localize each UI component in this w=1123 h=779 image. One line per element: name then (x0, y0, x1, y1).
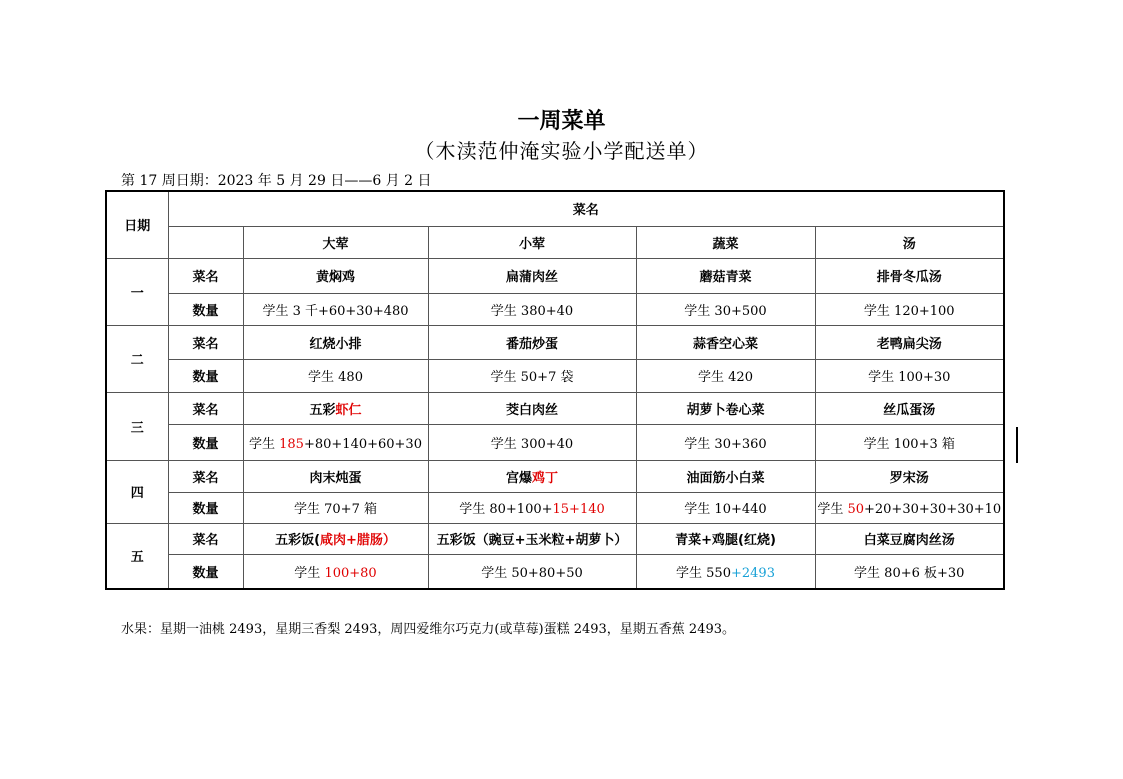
cell-text-segment: 学生 100+3 箱 (863, 436, 955, 452)
qty-cell (428, 492, 636, 523)
cell-text-segment: 蘑菇青菜 (699, 270, 752, 285)
qty-cell (815, 359, 1004, 392)
qty-cell (243, 293, 428, 325)
qty-cell (815, 424, 1004, 460)
row-label-dish: 菜名 (168, 523, 243, 554)
qty-cell (636, 492, 815, 523)
qty-cell (243, 554, 428, 589)
cell-text-segment: 学生 300+40 (490, 436, 574, 452)
cell-text-segment: 学生 80+100+ (459, 502, 553, 517)
page-subtitle: （木渎范仲淹实验小学配送单） (414, 139, 709, 163)
date-header: 日期 (106, 191, 168, 258)
cell-text-segment: 宫爆 (505, 470, 532, 486)
text-cursor (1016, 427, 1018, 463)
dish-cell (243, 325, 428, 359)
cell-text-segment: 油面筋小白菜 (686, 470, 765, 486)
cell-text-segment: 学生 30+360 (684, 436, 767, 452)
category-blank (168, 226, 243, 258)
row-label-dish: 菜名 (168, 325, 243, 359)
category-da-hun: 大荤 (243, 226, 428, 258)
cell-text-segment: 学生 120+100 (863, 303, 955, 319)
dish-cell (243, 392, 428, 424)
dish-cell (636, 258, 815, 293)
dish-cell (815, 392, 1004, 424)
day-label: 二 (106, 325, 168, 392)
cell-text-segment: 排骨冬瓜汤 (876, 270, 942, 285)
cell-text-segment: 白菜豆腐肉丝汤 (863, 533, 955, 548)
cell-text-segment: 丝瓜蛋汤 (883, 402, 936, 418)
category-vegetable: 蔬菜 (636, 226, 815, 258)
cell-text-segment: 学生 100+30 (868, 370, 951, 385)
row-label-qty: 数量 (168, 554, 243, 589)
day-label: 三 (106, 392, 168, 460)
day-qty-row (106, 424, 1004, 460)
day-label: 五 (106, 523, 168, 589)
cell-text-segment: +80+140+60+30 (303, 436, 422, 452)
qty-cell (428, 424, 636, 460)
qty-cell (636, 359, 815, 392)
qty-cell (815, 492, 1004, 523)
day-qty-row (106, 293, 1004, 325)
qty-cell (636, 554, 815, 589)
cell-text-segment: 番茄炒蛋 (505, 336, 558, 352)
cell-text-segment: 蒜香空心菜 (692, 336, 758, 352)
cell-text-segment: 学生 550 (676, 565, 731, 581)
cell-text-segment: 五彩 (309, 402, 336, 418)
dish-cell (636, 392, 815, 424)
row-label-qty: 数量 (168, 359, 243, 392)
cell-text-segment: 185 (279, 436, 304, 452)
row-label-qty: 数量 (168, 424, 243, 460)
dish-cell (636, 523, 815, 554)
day-dish-row (106, 258, 1004, 293)
dish-cell (636, 460, 815, 492)
day-dish-row (106, 325, 1004, 359)
cell-text-segment: 15+140 (552, 502, 605, 517)
row-label-dish: 菜名 (168, 460, 243, 492)
qty-cell (243, 359, 428, 392)
qty-cell (428, 293, 636, 325)
cell-text-segment: 扁蒲肉丝 (505, 270, 558, 285)
qty-cell (815, 293, 1004, 325)
dish-cell (243, 258, 428, 293)
cell-text-segment: 100+80 (324, 565, 377, 581)
dish-cell (636, 325, 815, 359)
page-title: 一周菜单 (517, 109, 606, 134)
cell-text-segment: +20+30+30+30+10 (864, 502, 1002, 517)
cell-text-segment: 五彩饭( (275, 533, 321, 548)
dish-cell (243, 460, 428, 492)
day-dish-row (106, 392, 1004, 424)
qty-cell (815, 554, 1004, 589)
cell-text-segment: 茭白肉丝 (505, 402, 558, 418)
cell-text-segment: 学生 3 千+60+30+480 (262, 303, 409, 319)
dish-cell (815, 325, 1004, 359)
dish-cell (428, 523, 636, 554)
dish-cell (815, 460, 1004, 492)
day-qty-row (106, 359, 1004, 392)
cell-text-segment: 学生 70+7 箱 (294, 502, 377, 517)
day-dish-row (106, 523, 1004, 554)
qty-cell (243, 424, 428, 460)
menu-table (105, 190, 1005, 590)
cell-text-segment: 学生 (817, 502, 848, 517)
cell-text-segment: 学生 30+500 (684, 303, 767, 319)
dish-cell (815, 258, 1004, 293)
row-label-dish: 菜名 (168, 258, 243, 293)
cell-text-segment: 学生 420 (698, 370, 753, 385)
dish-cell (428, 392, 636, 424)
category-xiao-hun: 小荤 (428, 226, 636, 258)
cell-text-segment: 50 (847, 502, 864, 517)
cell-text-segment: 学生 50+7 袋 (490, 370, 574, 385)
cell-text-segment: 学生 480 (308, 370, 363, 385)
row-label-qty: 数量 (168, 492, 243, 523)
dish-cell (815, 523, 1004, 554)
cell-text-segment: 五彩饭（豌豆+玉米粒+胡萝卜） (436, 533, 628, 548)
cell-text-segment: 咸肉+腊肠） (320, 533, 396, 548)
cell-text-segment: 肉末炖蛋 (309, 470, 362, 486)
dish-cell (243, 523, 428, 554)
cell-text-segment: 黄焖鸡 (315, 270, 355, 285)
day-qty-row (106, 492, 1004, 523)
qty-cell (428, 554, 636, 589)
cell-text-segment: 老鸭扁尖汤 (876, 336, 942, 352)
cell-text-segment: 鸡丁 (532, 470, 559, 486)
dish-cell (428, 258, 636, 293)
cell-text-segment: 红烧小排 (309, 336, 362, 352)
cell-text-segment: +2493 (730, 565, 775, 581)
category-soup: 汤 (815, 226, 1004, 258)
menu-header: 菜名 (168, 191, 1004, 226)
qty-cell (428, 359, 636, 392)
cell-text-segment: 虾仁 (335, 402, 362, 418)
row-label-qty: 数量 (168, 293, 243, 325)
qty-cell (636, 424, 815, 460)
qty-cell (636, 293, 815, 325)
cell-text-segment: 学生 (294, 565, 325, 581)
cell-text-segment: 学生 (249, 436, 280, 452)
cell-text-segment: 学生 50+80+50 (481, 565, 583, 581)
cell-text-segment: 学生 380+40 (490, 303, 574, 319)
cell-text-segment: 学生 80+6 板+30 (854, 565, 965, 581)
dish-cell (428, 460, 636, 492)
cell-text-segment: 青菜+鸡腿(红烧) (675, 533, 776, 548)
day-label: 一 (106, 258, 168, 325)
day-label: 四 (106, 460, 168, 523)
week-date-line: 第 17 周日期：2023 年 5 月 29 日——6 月 2 日 (121, 173, 432, 189)
header-row-categories (106, 226, 1004, 258)
day-qty-row (106, 554, 1004, 589)
cell-text-segment: 胡萝卜卷心菜 (686, 402, 765, 418)
day-dish-row (106, 460, 1004, 492)
fruit-note: 水果：星期一油桃 2493，星期三香梨 2493，周四爱维尔巧克力(或草莓)蛋糕 2493，星期五香蕉 2493。 (121, 622, 736, 637)
header-row-top (106, 191, 1004, 226)
cell-text-segment: 学生 10+440 (684, 502, 767, 517)
row-label-dish: 菜名 (168, 392, 243, 424)
dish-cell (428, 325, 636, 359)
qty-cell (243, 492, 428, 523)
cell-text-segment: 罗宋汤 (889, 470, 929, 486)
